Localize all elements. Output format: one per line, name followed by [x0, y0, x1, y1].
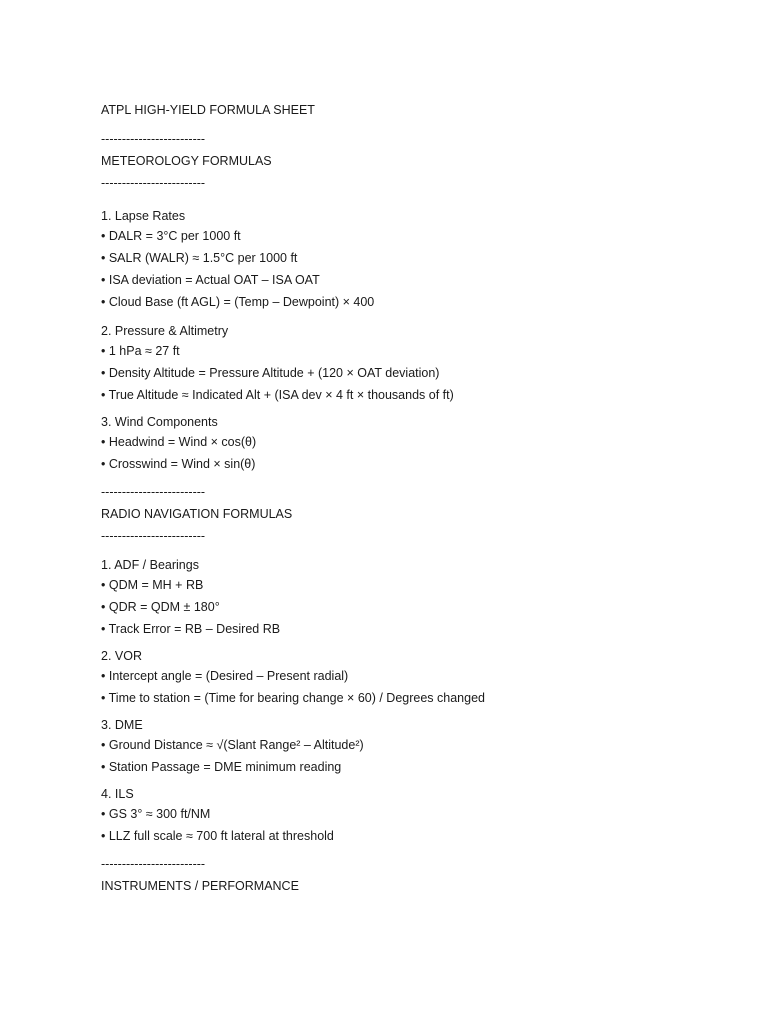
subsection-title: 1. ADF / Bearings: [101, 558, 199, 572]
subsection-vor: [101, 647, 721, 709]
section-radio-navigation: [101, 483, 721, 847]
formula-item: • Track Error = RB – Desired RB: [101, 622, 281, 636]
subsection-title: 2. Pressure & Altimetry: [101, 324, 229, 338]
divider-rule: -------------------------: [101, 485, 206, 499]
subsection-title: 3. DME: [101, 718, 143, 732]
subsection-ils: [101, 785, 721, 847]
subsection-pressure-altimetry: [101, 322, 721, 406]
formula-item: • SALR (WALR) ≈ 1.5°C per 1000 ft: [101, 251, 298, 265]
subsection-adf-bearings: [101, 556, 721, 640]
divider-rule: -------------------------: [101, 176, 206, 190]
formula-item: • Crosswind = Wind × sin(θ): [101, 457, 256, 471]
section-heading: RADIO NAVIGATION FORMULAS: [101, 507, 293, 521]
subsection-lapse-rates: [101, 207, 721, 313]
formula-item: • True Altitude ≈ Indicated Alt + (ISA dev × 4 ft × thousands of ft): [101, 388, 454, 402]
spacer: [101, 119, 721, 130]
formula-item: • 1 hPa ≈ 27 ft: [101, 344, 180, 358]
subsection-wind-components: [101, 413, 721, 475]
divider-rule: -------------------------: [101, 857, 206, 871]
document-title: ATPL HIGH-YIELD FORMULA SHEET: [101, 103, 315, 117]
divider-rule: -------------------------: [101, 529, 206, 543]
subsection-title: 4. ILS: [101, 787, 134, 801]
formula-item: • DALR = 3°C per 1000 ft: [101, 229, 241, 243]
formula-item: • LLZ full scale ≈ 700 ft lateral at threshold: [101, 829, 334, 843]
formula-item: • Time to station = (Time for bearing change × 60) / Degrees changed: [101, 691, 485, 705]
formula-item: • QDM = MH + RB: [101, 578, 204, 592]
section-meteorology: [101, 130, 721, 475]
subsection-title: 2. VOR: [101, 649, 142, 663]
formula-item: • Station Passage = DME minimum reading: [101, 760, 342, 774]
subsection-title: 3. Wind Components: [101, 415, 218, 429]
formula-sheet-page: [101, 101, 721, 895]
formula-item: • Headwind = Wind × cos(θ): [101, 435, 257, 449]
section-heading: INSTRUMENTS / PERFORMANCE: [101, 879, 299, 893]
subsection-title: 1. Lapse Rates: [101, 209, 186, 223]
divider-rule: -------------------------: [101, 132, 206, 146]
formula-item: • Density Altitude = Pressure Altitude + (120 × OAT deviation): [101, 366, 440, 380]
subsection-dme: [101, 716, 721, 778]
formula-item: • Ground Distance ≈ √(Slant Range² – Altitude²): [101, 738, 364, 752]
formula-item: • ISA deviation = Actual OAT – ISA OAT: [101, 273, 320, 287]
formula-item: • Intercept angle = (Desired – Present radial): [101, 669, 349, 683]
section-instruments-performance: [101, 855, 721, 895]
formula-item: • GS 3° ≈ 300 ft/NM: [101, 807, 211, 821]
section-heading: METEOROLOGY FORMULAS: [101, 154, 272, 168]
formula-item: • Cloud Base (ft AGL) = (Temp – Dewpoint) × 400: [101, 295, 375, 309]
formula-item: • QDR = QDM ± 180°: [101, 600, 220, 614]
